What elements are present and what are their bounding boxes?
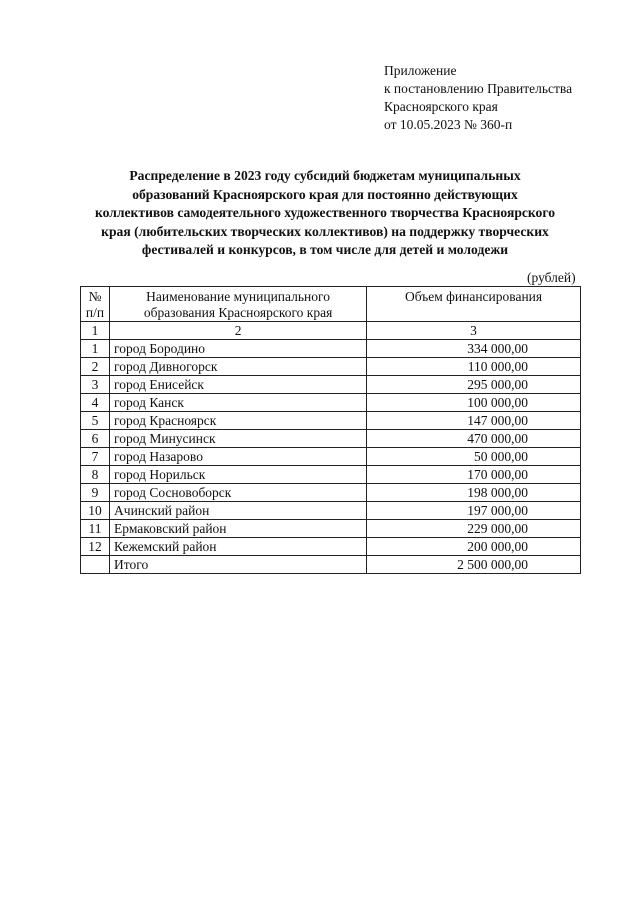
row-municipality: город Бородино [110,340,367,358]
table-row [81,340,581,358]
header-name [110,287,367,322]
row-num: 10 [81,502,110,520]
table-row [81,358,581,376]
row-amount: 198 000,00 [367,484,581,502]
row-amount: 100 000,00 [367,394,581,412]
table-row [81,412,581,430]
table-row [81,376,581,394]
header-amount: Объем финансирования [367,287,581,322]
row-num: 2 [81,358,110,376]
row-num: 4 [81,394,110,412]
row-municipality: город Норильск [110,466,367,484]
row-num: 6 [81,430,110,448]
header-num-line1: № [88,289,102,304]
title-line: коллективов самодеятельного художественного творчества Красноярского [95,205,555,221]
appendix-line: Приложение [384,63,457,78]
row-municipality: город Канск [110,394,367,412]
table-row [81,520,581,538]
row-amount: 50 000,00 [367,448,581,466]
column-index-row [81,322,581,340]
header-name-line1: Наименование муниципального [146,289,330,304]
row-municipality: город Назарово [110,448,367,466]
row-amount: 334 000,00 [367,340,581,358]
row-amount: 197 000,00 [367,502,581,520]
table-row [81,538,581,556]
column-index-cell: 3 [367,322,581,340]
appendix-line: Красноярского края [384,99,498,114]
title-line: Распределение в 2023 году субсидий бюджетам муниципальных [129,168,521,183]
total-label: Итого [110,556,367,574]
row-num: 3 [81,376,110,394]
row-amount: 110 000,00 [367,358,581,376]
total-amount: 2 500 000,00 [367,556,581,574]
title-line: образований Красноярского края для постоянно действующих [132,186,518,202]
row-municipality: город Красноярск [110,412,367,430]
row-amount: 229 000,00 [367,520,581,538]
row-num: 8 [81,466,110,484]
header-name-line2: образования Красноярского края [143,305,333,320]
total-row [81,556,581,574]
table-row [81,466,581,484]
row-num: 9 [81,484,110,502]
row-num: 5 [81,412,110,430]
column-index-cell: 1 [81,322,110,340]
table-row [81,430,581,448]
header-num [81,287,110,322]
row-num: 12 [81,538,110,556]
row-municipality: Кежемский район [110,538,367,556]
appendix-block [384,62,572,134]
table-row [81,484,581,502]
total-num [81,556,110,574]
row-amount: 147 000,00 [367,412,581,430]
row-municipality: Ермаковский район [110,520,367,538]
title-line: фестивалей и конкурсов, в том числе для детей и молодежи [141,242,509,258]
table-row [81,502,581,520]
row-num: 1 [81,340,110,358]
row-num: 7 [81,448,110,466]
subsidy-table [80,286,581,574]
row-municipality: Ачинский район [110,502,367,520]
row-amount: 470 000,00 [367,430,581,448]
document-title [60,167,590,260]
row-amount: 170 000,00 [367,466,581,484]
table-row [81,394,581,412]
row-num: 11 [81,520,110,538]
row-municipality: город Енисейск [110,376,367,394]
row-municipality: город Минусинск [110,430,367,448]
row-municipality: город Сосновоборск [110,484,367,502]
row-amount: 200 000,00 [367,538,581,556]
row-amount: 295 000,00 [367,376,581,394]
table-header-row [81,287,581,322]
header-num-line2: п/п [85,305,105,320]
column-index-cell: 2 [110,322,367,340]
appendix-line: к постановлению Правительства [384,81,573,96]
currency-unit: (рублей) [527,270,576,285]
row-municipality: город Дивногорск [110,358,367,376]
title-line: края (любительских творческих коллективов) на поддержку творческих [101,223,549,239]
appendix-decree-date: от 10.05.2023 № 360-п [384,117,513,132]
table-row [81,448,581,466]
